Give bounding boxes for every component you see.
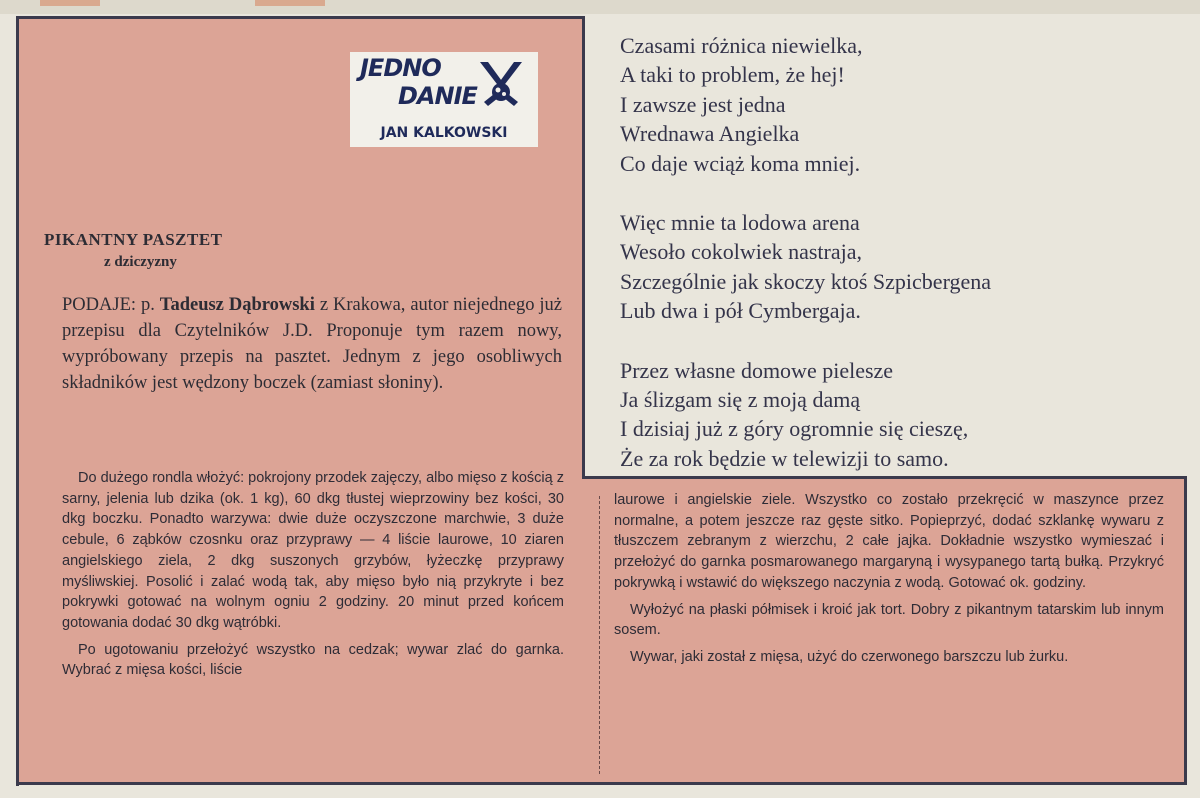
poem (620, 31, 1185, 503)
poem-line: Wesoło cokolwiek nastraja, (620, 239, 862, 265)
poem-line: Lub dwa i pół Cymbergaja. (620, 298, 861, 324)
poem-line: Czasami różnica niewielka, (620, 33, 863, 58)
recipe-title: PIKANTNY PASZTET (44, 230, 223, 249)
frame-rule-bottom (16, 782, 1187, 785)
logo-title: JEDNO (360, 54, 441, 82)
poem-line: I dzisiaj już z góry ogromnie się cieszę, (620, 416, 969, 442)
poem-line: Przez własne domowe pielesze (620, 357, 894, 383)
poem-stanza (620, 31, 1185, 178)
recipe-paragraph: laurowe i angielskie ziele. Wszystko co zostało przekręcić w maszynce przez normalne, a potem jeszcze raz gęste sitko. Popieprzyć, dodać szklankę wywaru z tłuszczem zebranym z wierzchu, 2 całe jajka. Dokładnie wszystko wymieszać i przełożyć do garnka posmarowanego margaryną i wysypanego tartą bułką. Przykryć pokrywką i wstawić do większego naczynia z wodą. Gotować ok. godziny. (614, 492, 1164, 591)
logo-author: JAN KALKOWSKI (380, 125, 508, 141)
poem-line: Wrednawa Angielka (620, 121, 800, 147)
poem-line: Więc mnie ta lodowa arena (620, 210, 860, 236)
poem-line: Że za rok będzie w telewizji to samo. (620, 445, 949, 471)
recipe-paragraph: Po ugotowaniu przełożyć wszystko na cedzak; wywar zlać do garnka. Wybrać z mięsa kości, liście (62, 641, 564, 679)
column-divider (599, 496, 600, 774)
logo-subtitle: DANIE (398, 82, 477, 110)
poem-line: Ja ślizgam się z moją damą (620, 387, 861, 413)
recipe-intro (62, 292, 562, 396)
intro-text: z Krakowa, autor niejednego już przepisu dla Czytelników J.D. Proponuje tym razem nowy, wypróbowany przepis na pasztet. Jednym z jego osobliwych składników jest wędzony boczek (zamiast słoniny). (62, 295, 563, 393)
poem-line: A taki to problem, że hej! (620, 62, 845, 88)
edge-mark (255, 0, 325, 6)
poem-stanza (620, 208, 1185, 326)
recipe-paragraph: Wywar, jaki został z mięsa, użyć do czerwonego barszczu lub żurku. (630, 648, 1069, 665)
top-edge-strip (0, 0, 1200, 14)
column-logo (350, 52, 538, 147)
poem-line: I zawsze jest jedna (620, 91, 786, 117)
poem-stanza (620, 356, 1185, 474)
intro-author-name: Tadeusz Dąbrowski (159, 295, 315, 315)
recipe-paragraph: Do dużego rondla włożyć: pokrojony przodek zajęczy, albo mięso z kością z sarny, jelenia lub dzika (ok. 1 kg), 60 dkg tłustej wieprzowiny bez kości, 30 dkg boczku. Ponadto warzywa: dwie duże oczyszczone marchwie, 3 duże cebule, 6 ząbków czosnku oraz przyprawy — 4 liście laurowe, 10 ziaren angielskiego ziela, 2 dkg suszonych grzybów, łyżeczkę przyprawy myśliwskiej. Posolić i zalać wodą tak, aby mięso było nią przykryte i bez pokrywki gotować na wolnym ogniu 2 godziny. 20 minut przed końcem gotowania dodać 30 dkg wątróbki. (62, 470, 564, 631)
crossed-cutlery-icon (474, 58, 528, 110)
recipe-column-1 (62, 468, 564, 687)
recipe-subtitle: z dziczyzny (104, 254, 177, 270)
poem-line: Szczególnie jak skoczy ktoś Szpicbergena (620, 268, 992, 294)
intro-lead: PODAJE: p. (62, 295, 155, 315)
frame-rule-left (16, 16, 19, 786)
poem-line: Co daje wciąż koma mniej. (620, 150, 861, 176)
recipe-column-2 (614, 490, 1164, 674)
recipe-paragraph: Wyłożyć na płaski półmisek i kroić jak tort. Dobry z pikantnym tatarskim lub innym sosem. (614, 601, 1164, 639)
edge-mark (40, 0, 100, 6)
